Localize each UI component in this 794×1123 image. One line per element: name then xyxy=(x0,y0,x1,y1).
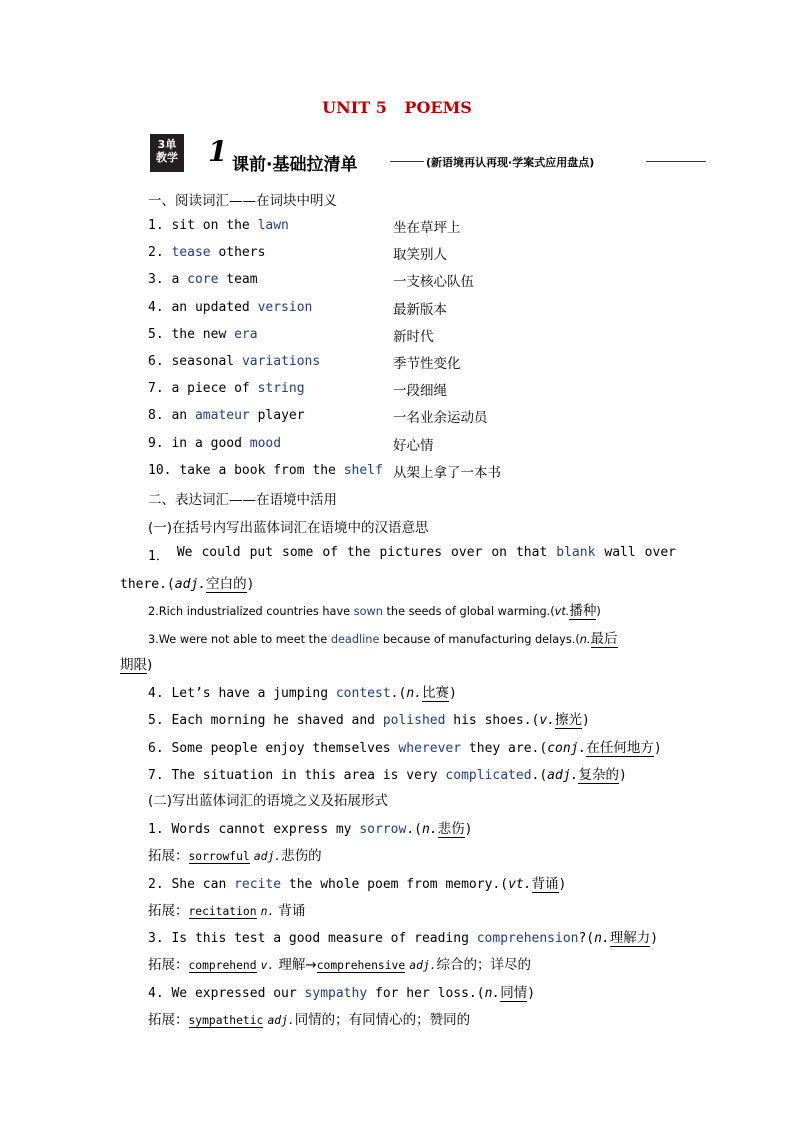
t2-pre: She can xyxy=(171,877,235,892)
s6-post: they are.( xyxy=(461,741,548,756)
vocab-meaning: 取笑别人 xyxy=(393,247,447,264)
s4-post: .( xyxy=(390,686,407,701)
sentence-3 xyxy=(148,627,618,647)
s7-pos: adj. xyxy=(547,768,579,783)
s1-post: wall over xyxy=(595,545,676,560)
t3-answer: 理解力 xyxy=(609,930,651,946)
s1-num: 1． xyxy=(148,549,169,564)
t2-pos: vt. xyxy=(508,877,532,892)
s4-pre: Let’s have a jumping xyxy=(171,686,336,701)
extension-sentence-1 xyxy=(148,817,472,837)
vocab-word: string xyxy=(257,381,305,397)
s5-answer: 擦光 xyxy=(555,712,583,728)
t2-post: the whole poem from memory.( xyxy=(281,877,509,892)
vocab-phrase xyxy=(148,381,305,396)
vocab-phrase xyxy=(148,218,289,233)
vocab-phrase xyxy=(148,300,312,315)
sentence-6 xyxy=(148,736,662,756)
s1-l2-pre: there.( xyxy=(120,577,175,592)
t1-pos: n. xyxy=(421,822,438,837)
vocab-num: 9. xyxy=(148,435,164,451)
section-header xyxy=(150,134,710,174)
section2-sub2: (二)写出蓝体词汇的语境之义及拓展形式 xyxy=(148,793,389,809)
s3-post: because of manufacturing delays.( xyxy=(379,633,580,646)
vocab-num: 2. xyxy=(148,245,164,261)
vocab-meaning: 一段细绳 xyxy=(393,383,447,400)
s3-answer-part1: 最后 xyxy=(590,631,618,647)
sentence-7 xyxy=(148,763,627,783)
s5-post: his shoes.( xyxy=(445,713,540,728)
t4-word: sympathy xyxy=(304,986,368,1001)
s5-pos: v. xyxy=(539,713,556,728)
sentence-1-line1 xyxy=(148,545,676,564)
t1-ext-word: sorrowful xyxy=(188,850,250,863)
s5-pre: Each morning he shaved and xyxy=(171,713,383,728)
t1-ext-pos: adj. xyxy=(253,850,282,863)
t3-ext-pos: v. xyxy=(260,959,275,972)
vocab-meaning: 从架上拿了一本书 xyxy=(393,464,501,481)
t3-pos: n. xyxy=(594,931,610,946)
vocab-pre: sit on the xyxy=(171,218,258,233)
vocab-word: shelf xyxy=(343,462,383,478)
unit-name: POEMS xyxy=(404,98,472,117)
vocab-word: mood xyxy=(249,435,282,451)
s2-answer: 播种 xyxy=(569,603,597,619)
vocab-meaning: 新时代 xyxy=(393,328,434,345)
vocab-num: 6. xyxy=(148,354,164,369)
vocab-pre: an xyxy=(171,408,195,424)
unit-title xyxy=(0,98,794,117)
t1-pre: Words cannot express my xyxy=(171,822,360,837)
vocab-post: team xyxy=(218,272,258,288)
badge-line2: 教学 xyxy=(156,151,178,164)
s2-num: 2. xyxy=(148,605,159,618)
vocab-phrase xyxy=(148,354,320,369)
s3-num: 3. xyxy=(148,633,159,646)
vocab-word: core xyxy=(187,272,219,288)
vocab-num: 5. xyxy=(148,326,164,342)
t3-num: 3. xyxy=(148,931,164,946)
vocab-pre: seasonal xyxy=(171,354,242,369)
t4-num: 4. xyxy=(148,986,164,1001)
section2-heading: 二、表达词汇——在语境中活用 xyxy=(148,492,337,508)
t2-end: ) xyxy=(558,877,567,892)
vocab-meaning: 最新版本 xyxy=(393,301,447,318)
t3-ext-pos2: adj. xyxy=(409,959,437,972)
vocab-num: 4. xyxy=(148,299,164,315)
sentence-3-line2 xyxy=(120,653,152,673)
t3-ext-word: comprehend xyxy=(188,959,257,972)
extension-sentence-4 xyxy=(148,981,535,1001)
s6-pos: conj. xyxy=(547,741,587,756)
t4-post: for her loss.( xyxy=(367,986,485,1001)
t4-ext-pos: adj. xyxy=(267,1014,295,1027)
t1-ext-label: 拓展： xyxy=(148,848,189,864)
header-rule-left xyxy=(390,161,424,162)
s7-num: 7. xyxy=(148,768,164,783)
t1-answer: 悲伤 xyxy=(437,821,465,837)
vocab-meaning: 坐在草坪上 xyxy=(393,220,461,236)
t2-word: recite xyxy=(234,877,282,892)
t2-ext-cn: 背诵 xyxy=(278,903,306,919)
vocab-num: 7. xyxy=(148,381,164,397)
s1-answer: 空白的 xyxy=(206,576,247,592)
t3-post: ?( xyxy=(578,931,595,946)
s6-word: wherever xyxy=(398,741,462,756)
t4-answer: 同情 xyxy=(500,985,528,1001)
extension-sentence-3 xyxy=(148,926,658,946)
s2-word: sown xyxy=(353,605,383,618)
vocab-pre: an updated xyxy=(171,299,258,315)
vocab-pre: the new xyxy=(171,326,235,342)
vocab-num: 8. xyxy=(148,408,164,424)
vocab-num: 3. xyxy=(148,272,164,288)
s3-answer-part2: 期限 xyxy=(120,657,147,673)
vocab-pre: take a book from the xyxy=(179,462,344,478)
vocab-word: variations xyxy=(241,354,321,369)
t3-end: ) xyxy=(650,931,659,946)
s4-answer: 比赛 xyxy=(421,685,449,701)
s7-word: complicated xyxy=(445,768,532,783)
sentence-4 xyxy=(148,681,457,701)
sentence-5 xyxy=(148,708,590,728)
t4-pos: n. xyxy=(484,986,501,1001)
s3-pos: n. xyxy=(579,633,591,646)
vocab-meaning: 好心情 xyxy=(393,437,434,454)
unit-number: UNIT 5 xyxy=(322,98,387,117)
s1-pos: adj. xyxy=(174,577,207,592)
s2-post: the seeds of global warming.( xyxy=(382,605,555,618)
s7-post: .( xyxy=(531,768,548,783)
vocab-phrase xyxy=(148,463,383,478)
vocab-meaning: 一名业余运动员 xyxy=(393,410,488,427)
teaching-badge xyxy=(150,134,184,172)
vocab-meaning: 一支核心队伍 xyxy=(393,274,474,291)
extension-3 xyxy=(148,953,531,973)
s5-num: 5. xyxy=(148,713,164,728)
t1-word: sorrow xyxy=(359,822,407,837)
s2-pos: vt. xyxy=(554,605,570,618)
sentence-1-line2 xyxy=(120,572,254,592)
t1-num: 1. xyxy=(148,822,164,837)
header-note: (新语境再认再现·学案式应用盘点) xyxy=(426,156,595,169)
s3-end: ) xyxy=(147,657,153,673)
s6-end: ) xyxy=(653,741,662,756)
s4-end: ) xyxy=(448,686,457,701)
extension-sentence-2 xyxy=(148,872,566,892)
t3-ext-word2: comprehensive xyxy=(316,959,406,972)
s5-word: polished xyxy=(382,713,446,728)
s4-num: 4. xyxy=(148,686,164,701)
t3-ext-cn2: 综合的；详尽的 xyxy=(436,957,531,973)
vocab-pre: in a good xyxy=(171,435,250,451)
s7-pre: The situation in this area is very xyxy=(171,768,446,783)
t2-num: 2. xyxy=(148,877,164,892)
vocab-word: tease xyxy=(171,245,211,261)
t3-ext-label: 拓展： xyxy=(148,957,189,973)
vocab-num: 10. xyxy=(148,462,172,478)
s4-word: contest xyxy=(335,686,391,701)
vocab-word: amateur xyxy=(194,408,250,424)
vocab-phrase xyxy=(148,408,305,423)
vocab-pre: a xyxy=(171,272,188,288)
t2-ext-pos: n. xyxy=(260,905,275,918)
s7-answer: 复杂的 xyxy=(578,767,619,783)
vocab-post: others xyxy=(210,245,266,261)
vocab-post: player xyxy=(249,408,305,424)
t3-pre: Is this test a good measure of reading xyxy=(171,931,477,946)
s5-end: ) xyxy=(582,713,590,728)
s7-end: ) xyxy=(618,768,627,783)
vocab-pre: a piece of xyxy=(171,381,258,397)
s1-pre: We could put some of the pictures over on that xyxy=(176,545,557,560)
s2-pre: Rich industrialized countries have xyxy=(158,605,354,618)
t2-answer: 背诵 xyxy=(531,876,559,892)
sentence-2 xyxy=(148,599,601,619)
vocab-phrase xyxy=(148,272,258,287)
t4-end: ) xyxy=(527,986,536,1001)
s3-word: deadline xyxy=(330,633,380,646)
t1-post: .( xyxy=(406,822,422,837)
extension-4 xyxy=(148,1008,470,1028)
extension-2 xyxy=(148,899,305,919)
t3-word: comprehension xyxy=(476,931,579,946)
s1-end: ) xyxy=(246,577,255,592)
s1-text xyxy=(177,545,676,564)
s1-word: blank xyxy=(556,545,596,560)
vocab-word: version xyxy=(257,299,313,315)
section2-sub1: (一)在括号内写出蓝体词汇在语境中的汉语意思 xyxy=(148,520,429,536)
s6-answer: 在任何地方 xyxy=(586,740,654,756)
extension-1 xyxy=(148,844,322,864)
t2-ext-word: recitation xyxy=(188,905,257,918)
s4-pos: n. xyxy=(406,686,422,701)
section1-heading: 一、阅读词汇——在词块中明义 xyxy=(148,193,337,209)
vocab-meaning: 季节性变化 xyxy=(393,356,461,372)
t4-ext-label: 拓展： xyxy=(148,1012,189,1028)
vocab-word: era xyxy=(234,326,258,342)
header-label: 课前·基础拉清单 xyxy=(232,155,358,175)
t1-end: ) xyxy=(464,822,473,837)
s6-pre: Some people enjoy themselves xyxy=(171,741,399,756)
t4-pre: We expressed our xyxy=(171,986,305,1001)
t1-ext-cn: 悲伤的 xyxy=(281,848,322,864)
vocab-phrase xyxy=(148,245,265,260)
badge-line1: 3单 xyxy=(157,138,177,151)
header-rule-right xyxy=(646,161,706,162)
t4-ext-word: sympathetic xyxy=(188,1014,264,1027)
header-number: 1 xyxy=(208,135,228,168)
vocab-phrase xyxy=(148,327,258,342)
s6-num: 6. xyxy=(148,741,164,756)
s2-end: ) xyxy=(596,605,601,618)
vocab-num: 1. xyxy=(148,218,164,233)
t4-ext-cn: 同情的；有同情心的；赞同的 xyxy=(294,1012,471,1028)
vocab-word: lawn xyxy=(257,218,289,233)
t3-ext-cn: 理解→ xyxy=(278,957,317,973)
t2-ext-label: 拓展： xyxy=(148,903,189,919)
s3-pre: We were not able to meet the xyxy=(158,633,331,646)
vocab-phrase xyxy=(148,436,281,451)
